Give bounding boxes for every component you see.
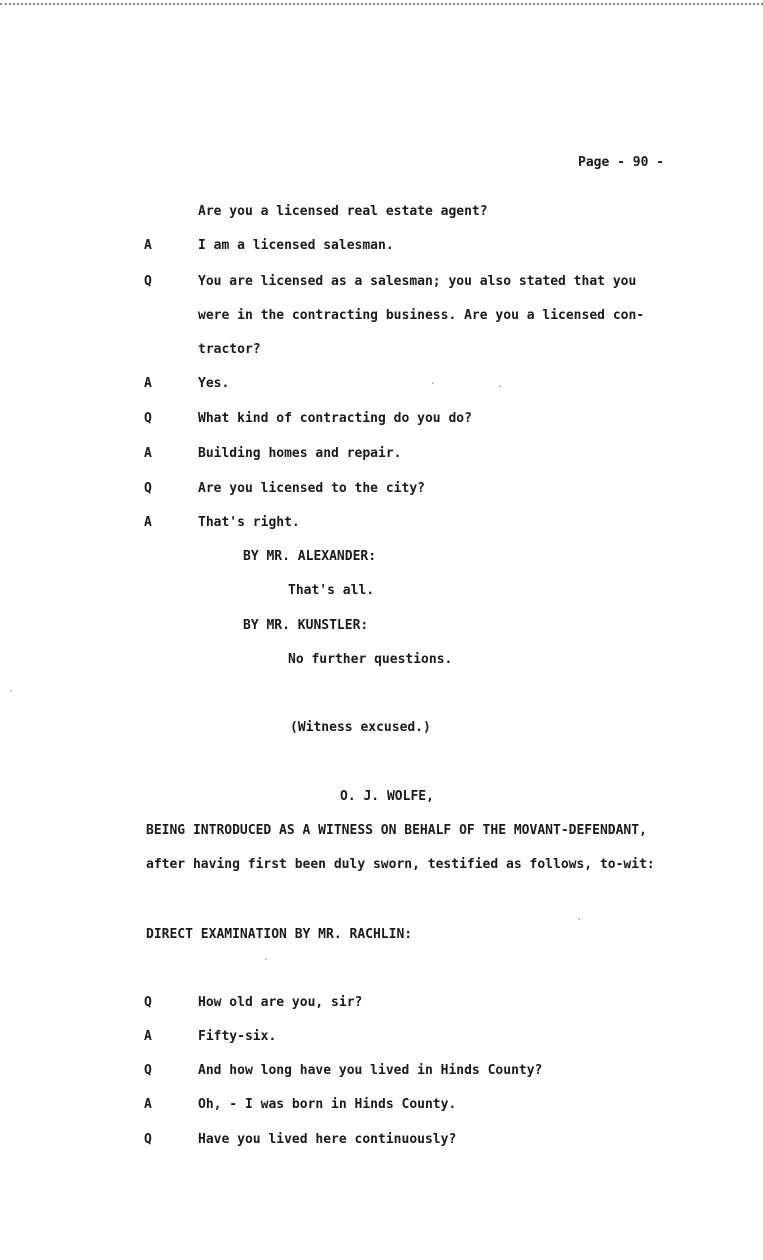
line-text: You are licensed as a salesman; you also stated that you	[198, 274, 637, 289]
line-text: Have you lived here continuously?	[198, 1132, 457, 1147]
counsel-heading: BY MR. KUNSTLER:	[243, 618, 369, 633]
witness-intro-text: BEING INTRODUCED AS A WITNESS ON BEHALF OF THE MOVANT-DEFENDANT,	[146, 823, 647, 838]
line-text: were in the contracting business. Are you a licensed con-	[198, 308, 645, 323]
speaker-label: A	[144, 238, 152, 253]
line-text: How old are you, sir?	[198, 995, 363, 1010]
line-text: Yes.	[198, 376, 230, 391]
line-text: Are you licensed to the city?	[198, 481, 425, 496]
speaker-label: A	[144, 1029, 152, 1044]
witness-excused: (Witness excused.)	[290, 720, 431, 735]
scan-speck	[578, 918, 580, 920]
line-text: I am a licensed salesman.	[198, 238, 394, 253]
page-number: Page - 90 -	[578, 155, 665, 170]
speaker-label: Q	[144, 411, 152, 426]
scan-speck	[265, 958, 267, 960]
line-text: And how long have you lived in Hinds County?	[198, 1063, 543, 1078]
speaker-label: A	[144, 1097, 152, 1112]
speaker-label: Q	[144, 274, 152, 289]
line-text: Building homes and repair.	[198, 446, 402, 461]
counsel-statement: No further questions.	[288, 652, 453, 667]
witness-intro-text: after having first been duly sworn, testified as follows, to-wit:	[146, 857, 655, 872]
speaker-label: Q	[144, 995, 152, 1010]
line-text: That's right.	[198, 515, 300, 530]
speaker-label: Q	[144, 481, 152, 496]
line-text: tractor?	[198, 342, 261, 357]
counsel-statement: That's all.	[288, 583, 375, 598]
witness-name: O. J. WOLFE,	[340, 789, 434, 804]
speaker-label: Q	[144, 1132, 152, 1147]
speaker-label: Q	[144, 1063, 152, 1078]
top-dotted-rule	[0, 3, 763, 5]
line-text: What kind of contracting do you do?	[198, 411, 472, 426]
counsel-heading: BY MR. ALEXANDER:	[243, 549, 377, 564]
speaker-label: A	[144, 376, 152, 391]
scan-speck	[499, 385, 501, 387]
line-text: Oh, - I was born in Hinds County.	[198, 1097, 457, 1112]
scan-speck	[10, 690, 12, 692]
direct-exam-heading: DIRECT EXAMINATION BY MR. RACHLIN:	[146, 927, 413, 942]
speaker-label: A	[144, 515, 152, 530]
scan-speck	[432, 382, 434, 384]
line-text: Are you a licensed real estate agent?	[198, 204, 488, 219]
line-text: Fifty-six.	[198, 1029, 277, 1044]
speaker-label: A	[144, 446, 152, 461]
